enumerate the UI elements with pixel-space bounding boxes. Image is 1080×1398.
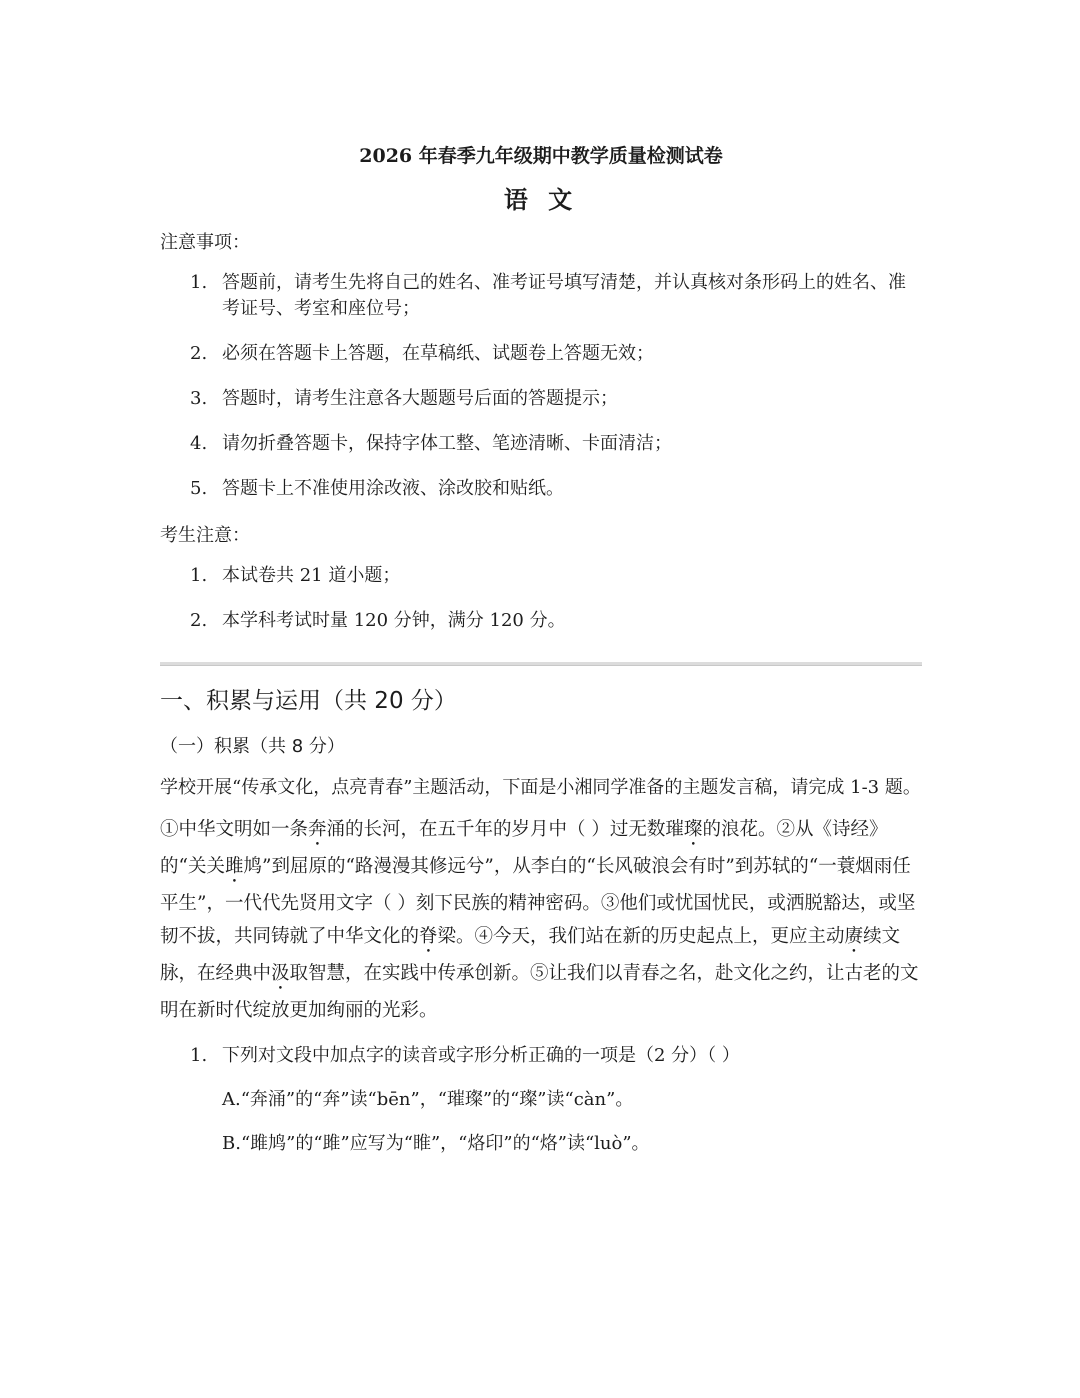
list-item-text: 本学科考试时量 120 分钟，满分 120 分。	[222, 610, 566, 631]
passage-text: ①中华文明如一条	[160, 819, 309, 840]
list-item-text: 必须在答题卡上答题，在草稿纸、试题卷上答题无效；	[222, 343, 654, 364]
list-item-number: 1.	[190, 272, 208, 293]
candidate-list	[160, 563, 922, 634]
exam-page	[160, 140, 922, 1157]
list-item	[160, 270, 922, 322]
dotted-char: 赓	[844, 926, 864, 947]
list-item-text: 请勿折叠答题卡，保持字体工整、笔迹清晰、卡面清洁；	[222, 433, 672, 454]
list-item-text: 答题前，请考生先将自己的姓名、准考证号填写清楚，并认真核对条形码上的姓名、准考证号、考室和座位号；	[222, 272, 906, 319]
subsection-1-title: （一）积累（共 8 分）	[160, 736, 345, 757]
question-text: 下列对文段中加点字的读音或字形分析正确的一项是（2 分）（ ）	[222, 1045, 740, 1066]
dotted-char: 汲	[271, 963, 290, 984]
task-intro: 学校开展“传承文化，点亮青春”主题活动，下面是小湘同学准备的主题发言稿，请完成 1-3 题。	[160, 777, 921, 798]
list-item	[160, 341, 922, 367]
subject-title: 语 文	[503, 185, 579, 214]
list-item-text: 答题卡上不准使用涂改液、涂改胶和贴纸。	[222, 478, 564, 499]
dotted-char: 璨	[683, 819, 703, 840]
passage-text: 梁。④今天，我们站在新的历史起点上，更应主动	[437, 926, 845, 947]
exam-title: 2026 年春季九年级期中教学质量检测试卷	[359, 145, 723, 167]
list-item-text: 本试卷共 21 道小题；	[222, 565, 401, 586]
list-item	[160, 563, 922, 589]
option-a: A.“奔涌”的“奔”读“bēn”，“璀璨”的“璨”读“càn”。	[222, 1089, 634, 1110]
passage-text: 涌的长河，在五千年的岁月中（ ）过无数璀	[326, 819, 684, 840]
section-1-title: 一、积累与运用（共 20 分）	[160, 688, 457, 714]
list-item-text: 答题时，请考生注意各大题题号后面的答题提示；	[222, 388, 618, 409]
passage-text: 鸠”到屈原的“路漫漫其修远兮”，从李白的“长风破浪会有时”到苏轼的“一蓑烟雨任平生”，一代代先贤用文字（ ）刻下民族的精神密码。③他们或忧国忧民，或洒脱豁达，或坚韧不拔，共同铸就了中华文化的	[160, 856, 916, 947]
passage-text: 的浪花。②从《诗经》的“关关	[160, 819, 888, 877]
section-divider	[160, 662, 922, 666]
reading-passage	[160, 813, 922, 1027]
list-item-number: 2.	[190, 343, 208, 364]
candidate-heading: 考生注意：	[160, 525, 250, 546]
notice-heading: 注意事项：	[160, 232, 250, 253]
question-number: 1.	[190, 1045, 208, 1066]
dotted-char: 奔	[308, 819, 327, 840]
notice-list	[160, 270, 922, 502]
list-item	[160, 431, 922, 457]
dotted-char: 脊	[419, 926, 438, 947]
list-item-number: 1.	[190, 565, 208, 586]
list-item	[160, 476, 922, 502]
passage-text: 取智慧，在实践中传承创新。⑤让我们以青春之名，赴文化之约，让古老的文明在新时代绽放更加绚丽的光彩。	[160, 963, 919, 1021]
question-1	[160, 1043, 922, 1069]
list-item-number: 3.	[190, 388, 208, 409]
option-b: B.“雎鸠”的“雎”应写为“睢”，“烙印”的“烙”读“luò”。	[222, 1133, 650, 1154]
list-item-number: 2.	[190, 610, 208, 631]
list-item	[160, 386, 922, 412]
list-item-number: 4.	[190, 433, 208, 454]
dotted-char: 雎	[224, 856, 244, 877]
list-item-number: 5.	[190, 478, 208, 499]
passage-text: 续文脉，在经典中	[160, 926, 901, 984]
list-item	[160, 608, 922, 634]
